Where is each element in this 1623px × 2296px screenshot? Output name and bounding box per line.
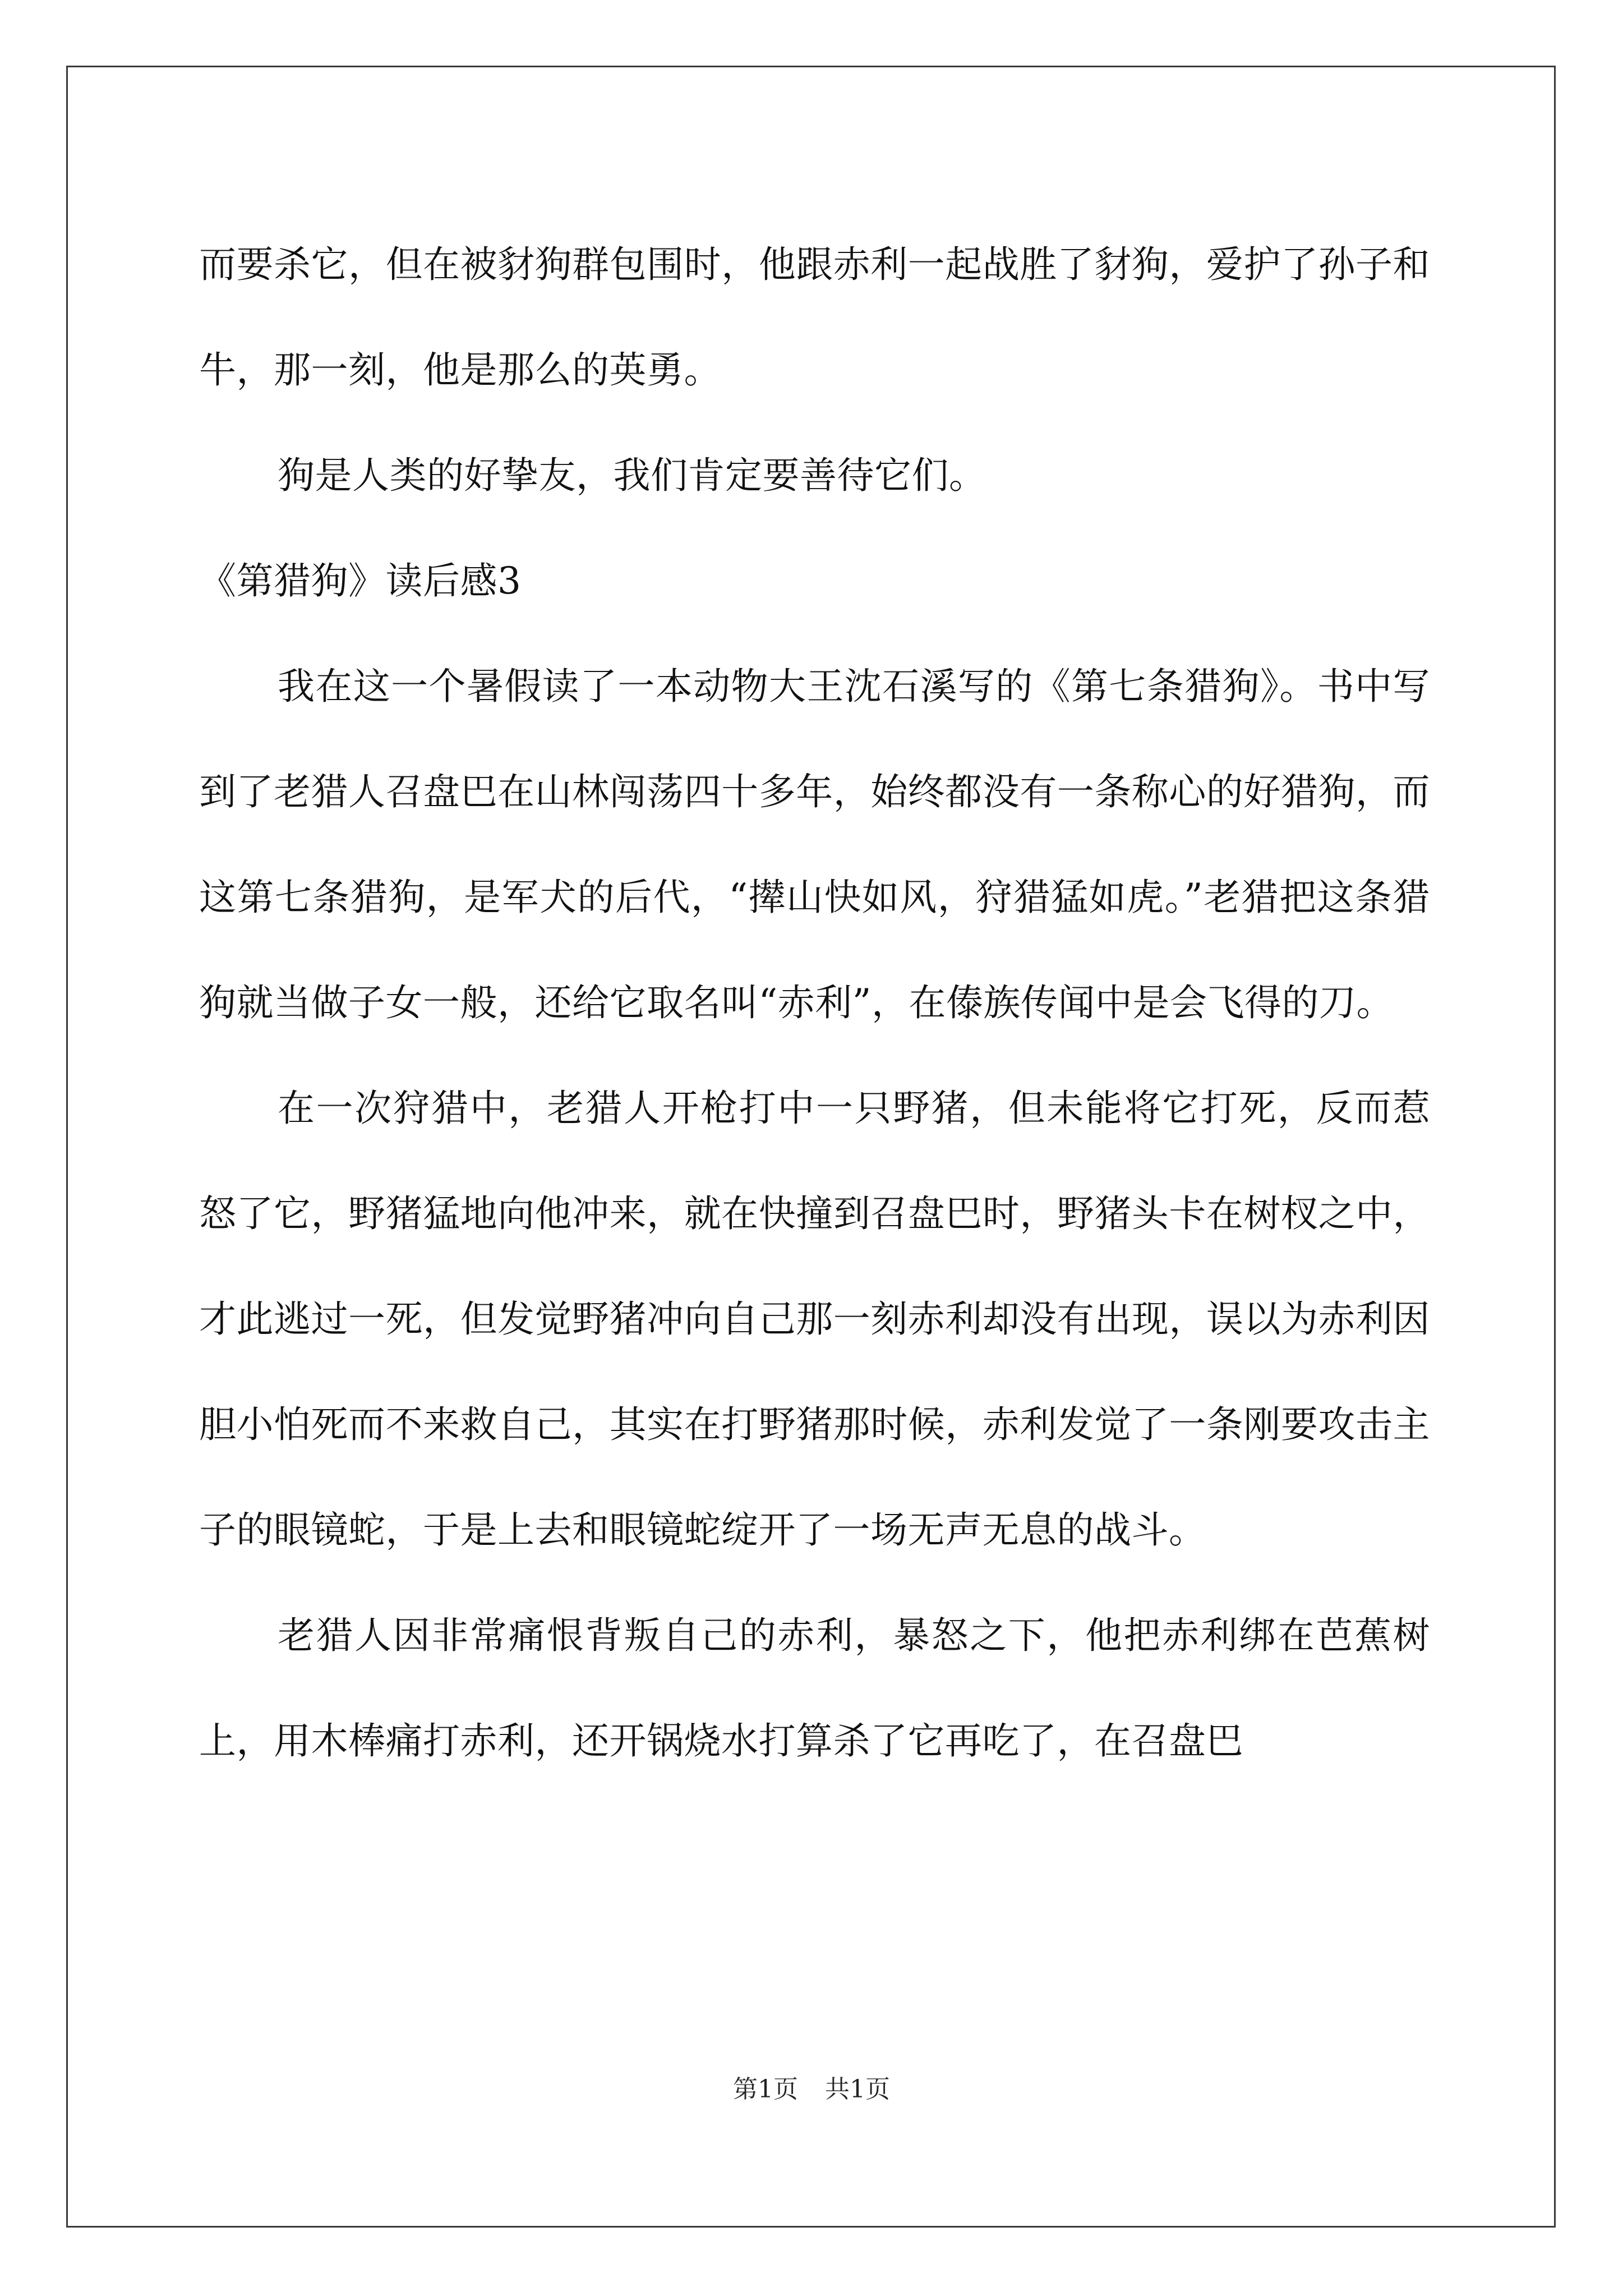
paragraph: 我在这一个暑假读了一本动物大王沈石溪写的《第七条猎狗》。书中写到了老猎人召盘巴在山林闯荡四十多年，始终都没有一条称心的好猎狗，而这第七条猎狗，是军犬的后代，“撵山快如风，狩猎猛如虎。”老猎把这条猎狗就当做子女一般，还给它取名叫“赤利”，在傣族传闻中是会飞得的刀。 [199,665,1430,1024]
page-footer [0,2073,1623,2106]
page-number: 第1页 [733,2075,798,2104]
paragraph-continuation: 而要杀它，但在被豺狗群包围时，他跟赤利一起战胜了豺狗，爱护了孙子和牛，那一刻，他是那么的英勇。 [199,243,1430,392]
paragraph: 老猎人因非常痛恨背叛自己的赤利，暴怒之下，他把赤利绑在芭蕉树上，用木棒痛打赤利，还开锅烧水打算杀了它再吃了，在召盘巴 [199,1614,1430,1763]
document-body [199,212,1430,1794]
page-total: 共1页 [825,2075,890,2104]
section-heading: 《第猎狗》读后感3 [199,559,522,602]
paragraph: 在一次狩猎中，老猎人开枪打中一只野猪，但未能将它打死，反而惹怒了它，野猪猛地向他冲来，就在快撞到召盘巴时，野猪头卡在树杈之中，才此逃过一死，但发觉野猪冲向自己那一刻赤利却没有出现，误以为赤利因胆小怕死而不来救自己，其实在打野猪那时候，赤利发觉了一条刚要攻击主子的眼镜蛇，于是上去和眼镜蛇绽开了一场无声无息的战斗。 [199,1087,1430,1552]
paragraph: 狗是人类的好挚友，我们肯定要善待它们。 [278,454,986,497]
